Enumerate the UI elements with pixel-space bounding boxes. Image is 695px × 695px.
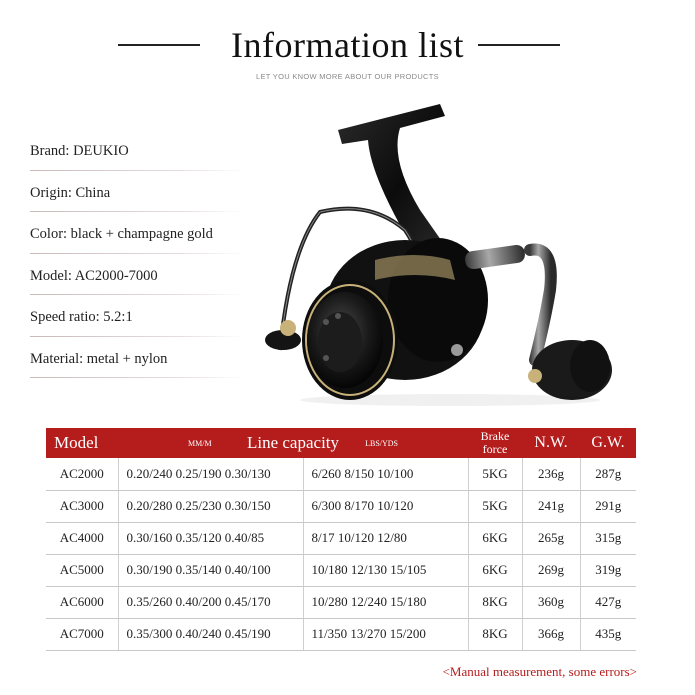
cell-mm-capacity: 0.35/300 0.40/240 0.45/190 [118,618,303,650]
header-mm-unit: MM/M [188,439,212,448]
table-row [46,586,636,618]
cell-nw: 236g [522,458,580,490]
spec-list [30,138,260,387]
cell-mm-capacity: 0.20/280 0.25/230 0.30/150 [118,490,303,522]
table-row [46,458,636,490]
cell-mm-capacity: 0.20/240 0.25/190 0.30/130 [118,458,303,490]
header-brake-line1: Brake [480,429,510,443]
table-row [46,554,636,586]
cell-lbs-capacity: 6/260 8/150 10/100 [303,458,468,490]
spec-table [46,428,636,651]
header-brake-line2: force [482,442,508,456]
spec-speed-ratio: Speed ratio: 5.2:1 [30,304,260,346]
header-line-capacity [118,428,468,458]
cell-nw: 265g [522,522,580,554]
header-gross-weight: G.W. [591,434,625,451]
header-model: Model [54,433,99,452]
cell-nw: 360g [522,586,580,618]
spec-model: Model: AC2000-7000 [30,263,260,305]
table-row [46,490,636,522]
cell-gw: 435g [580,618,636,650]
cell-lbs-capacity: 8/17 10/120 12/80 [303,522,468,554]
cell-gw: 287g [580,458,636,490]
spec-color: Color: black + champagne gold [30,221,260,263]
cell-gw: 319g [580,554,636,586]
cell-mm-capacity: 0.35/260 0.40/200 0.45/170 [118,586,303,618]
header-line-capacity-label: Line capacity [246,433,340,452]
cell-gw: 427g [580,586,636,618]
header [0,24,695,81]
spec-origin: Origin: China [30,180,260,222]
table-row [46,522,636,554]
cell-mm-capacity: 0.30/160 0.35/120 0.40/85 [118,522,303,554]
cell-nw: 366g [522,618,580,650]
page-title: Information list [231,25,464,65]
header-net-weight: N.W. [534,434,568,451]
cell-nw: 269g [522,554,580,586]
cell-gw: 291g [580,490,636,522]
cell-model: AC3000 [46,490,118,522]
cell-brake: 5KG [468,490,522,522]
cell-brake: 6KG [468,522,522,554]
cell-model: AC6000 [46,586,118,618]
header-brake-force [468,428,522,458]
cell-lbs-capacity: 10/180 12/130 15/105 [303,554,468,586]
spec-table-wrap [46,428,636,651]
cell-lbs-capacity: 10/280 12/240 15/180 [303,586,468,618]
cell-brake: 8KG [468,586,522,618]
spec-brand: Brand: DEUKIO [30,138,260,180]
table-header-row [46,428,636,458]
cell-lbs-capacity: 6/300 8/170 10/120 [303,490,468,522]
table-row [46,618,636,650]
fishing-reel-image [250,100,650,410]
cell-model: AC7000 [46,618,118,650]
cell-brake: 8KG [468,618,522,650]
cell-gw: 315g [580,522,636,554]
cell-model: AC2000 [46,458,118,490]
cell-model: AC4000 [46,522,118,554]
cell-brake: 5KG [468,458,522,490]
page-subtitle: LET YOU KNOW MORE ABOUT OUR PRODUCTS [256,72,439,81]
spec-material: Material: metal + nylon [30,346,260,388]
cell-mm-capacity: 0.30/190 0.35/140 0.40/100 [118,554,303,586]
cell-brake: 6KG [468,554,522,586]
cell-nw: 241g [522,490,580,522]
cell-lbs-capacity: 11/350 13/270 15/200 [303,618,468,650]
measurement-note: <Manual measurement, some errors> [442,664,637,679]
header-lbs-unit: LBS/YDS [365,439,398,448]
cell-model: AC5000 [46,554,118,586]
